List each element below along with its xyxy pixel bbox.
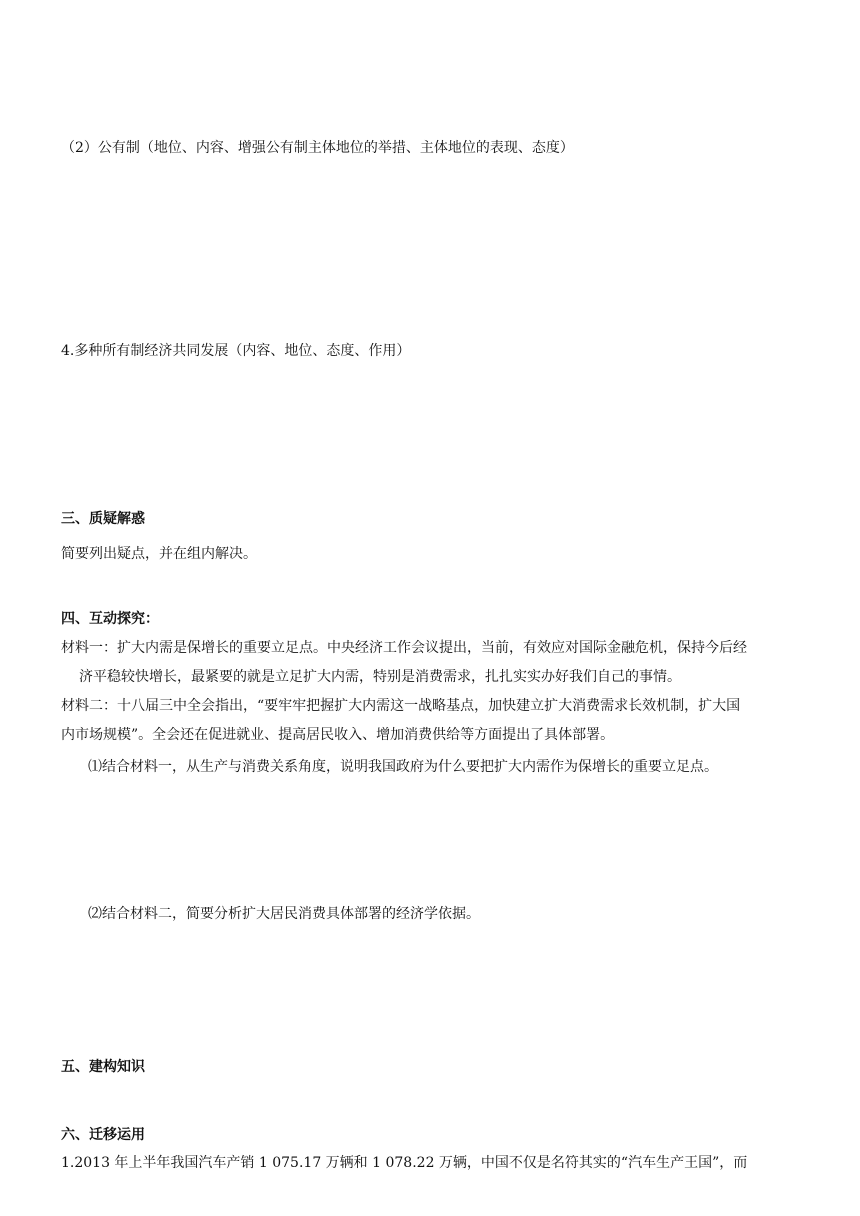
material-2-line-2: 内市场规模”。全会还在促进就业、提高居民收入、增加消费供给等方面提出了具体部署。 bbox=[61, 727, 615, 743]
material-2-line-1: 材料二：十八届三中全会指出，“要牢牢把握扩大内需这一战略基点，加快建立扩大消费需求长效机制，扩大国 bbox=[61, 698, 741, 714]
material-1-line-2: 济平稳较快增长，最紧要的就是立足扩大内需，特别是消费需求，扎扎实实办好我们自己的事情。 bbox=[79, 669, 681, 685]
section-6-title: 六、迁移运用 bbox=[61, 1127, 145, 1143]
section-4-title: 四、互动探究： bbox=[61, 611, 159, 627]
section-3-body: 简要列出疑点，并在组内解决。 bbox=[61, 546, 257, 562]
question-2: ⑵结合材料二，简要分析扩大居民消费具体部署的经济学依据。 bbox=[88, 906, 480, 922]
material-1-line-1: 材料一：扩大内需是保增长的重要立足点。中央经济工作会议提出，当前，有效应对国际金融危机，保持今后经 bbox=[61, 640, 747, 656]
item-2-public-ownership: （2）公有制（地位、内容、增强公有制主体地位的举措、主体地位的表现、态度） bbox=[61, 140, 574, 156]
item-4-multiple-ownership: 4.多种所有制经济共同发展（内容、地位、态度、作用） bbox=[61, 343, 411, 359]
question-1: ⑴结合材料一，从生产与消费关系角度，说明我国政府为什么要把扩大内需作为保增长的重要立足点。 bbox=[88, 759, 718, 775]
exercise-1-line-1: 1.2013 年上半年我国汽车产销 1 075.17 万辆和 1 078.22 万辆，中国不仅是名符其实的“汽车生产王国”，而 bbox=[61, 1155, 748, 1171]
section-5-title: 五、建构知识 bbox=[61, 1059, 145, 1075]
section-3-title: 三、质疑解惑 bbox=[61, 511, 145, 527]
